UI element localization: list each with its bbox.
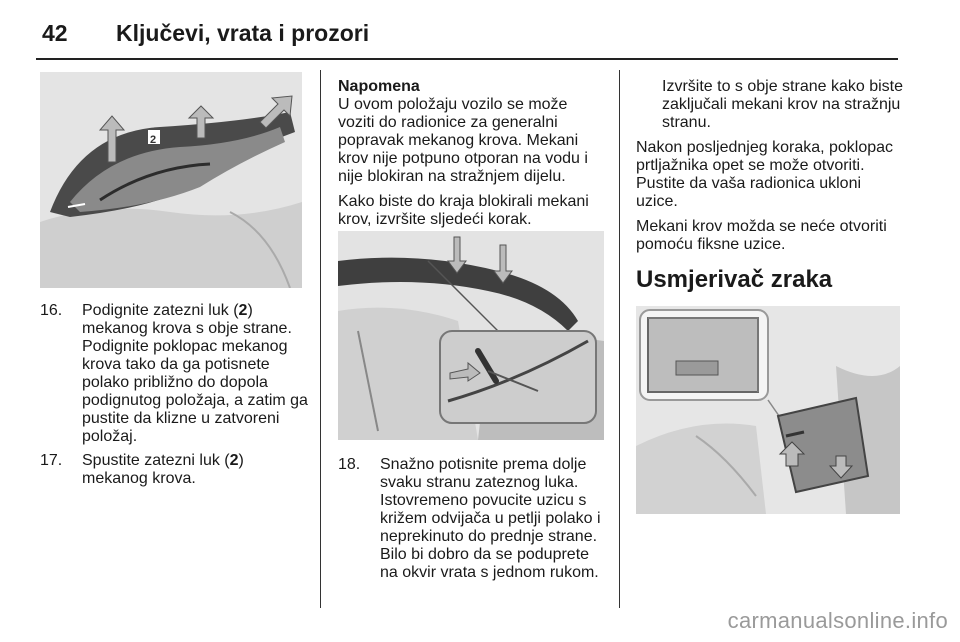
paragraph-tailgate: Nakon posljednjeg koraka, poklopac prtljažnika opet se može otvoriti. Pustite da vaša radionica ukloni uzice. bbox=[636, 139, 894, 210]
paragraph-fixed-cord: Mekani krov možda se neće otvoriti pomoću fiksne uzice. bbox=[636, 218, 887, 253]
column-divider-1 bbox=[320, 70, 321, 608]
instruction-paragraph: Kako biste do kraja blokirali mekani krov, izvršite sljedeći korak. bbox=[338, 193, 589, 228]
wind-deflector-illustration bbox=[636, 306, 900, 514]
step-18: 18. Snažno potisnite prema dolje svaku stranu zateznog luka. Istovremeno povucite uzicu s križem odvijača u petlji polako i neprekinuto do prednje strane. Bilo bi dobro da se poduprete na okvir vrata s jednom rukom. bbox=[338, 456, 601, 581]
column-1-text bbox=[40, 302, 308, 494]
column-2-note bbox=[338, 78, 606, 236]
step-18-continued: Izvršite to s obje strane kako biste zaključali mekani krov na stražnju stranu. bbox=[662, 78, 903, 131]
column-2-step bbox=[338, 456, 606, 588]
soft-top-cover-illustration bbox=[40, 72, 302, 288]
page-number: 42 bbox=[42, 20, 68, 46]
column-3-text bbox=[636, 78, 904, 294]
note-title: Napomena bbox=[338, 78, 420, 95]
header-rule bbox=[36, 58, 898, 60]
watermark: carmanualsonline.info bbox=[727, 608, 948, 633]
note-text: U ovom položaju vozilo se može voziti do radionice za generalni popravak mekanog krova. Mekani krov nije potpuno otporan na vodu i nije blokiran na stražnjem dijelu. bbox=[338, 96, 588, 185]
step-17: 17. Spustite zatezni luk (2) mekanog krova. bbox=[40, 452, 244, 487]
section-title-wind-deflector: Usmjerivač zraka bbox=[636, 266, 833, 293]
chapter-title: Ključevi, vrata i prozori bbox=[116, 20, 370, 46]
tension-bow-lock-illustration bbox=[338, 231, 604, 440]
figure-label-2: 2 bbox=[150, 134, 157, 146]
column-divider-2 bbox=[619, 70, 620, 608]
step-16: 16. Podignite zatezni luk (2) mekanog krova s obje strane. Podignite poklopac mekanog krova tako da ga potisnete polako približno do dopola podignutog položaja, a zatim ga pustite da klizne u zatvoreni položaj. bbox=[40, 302, 308, 445]
page-header bbox=[36, 16, 926, 56]
